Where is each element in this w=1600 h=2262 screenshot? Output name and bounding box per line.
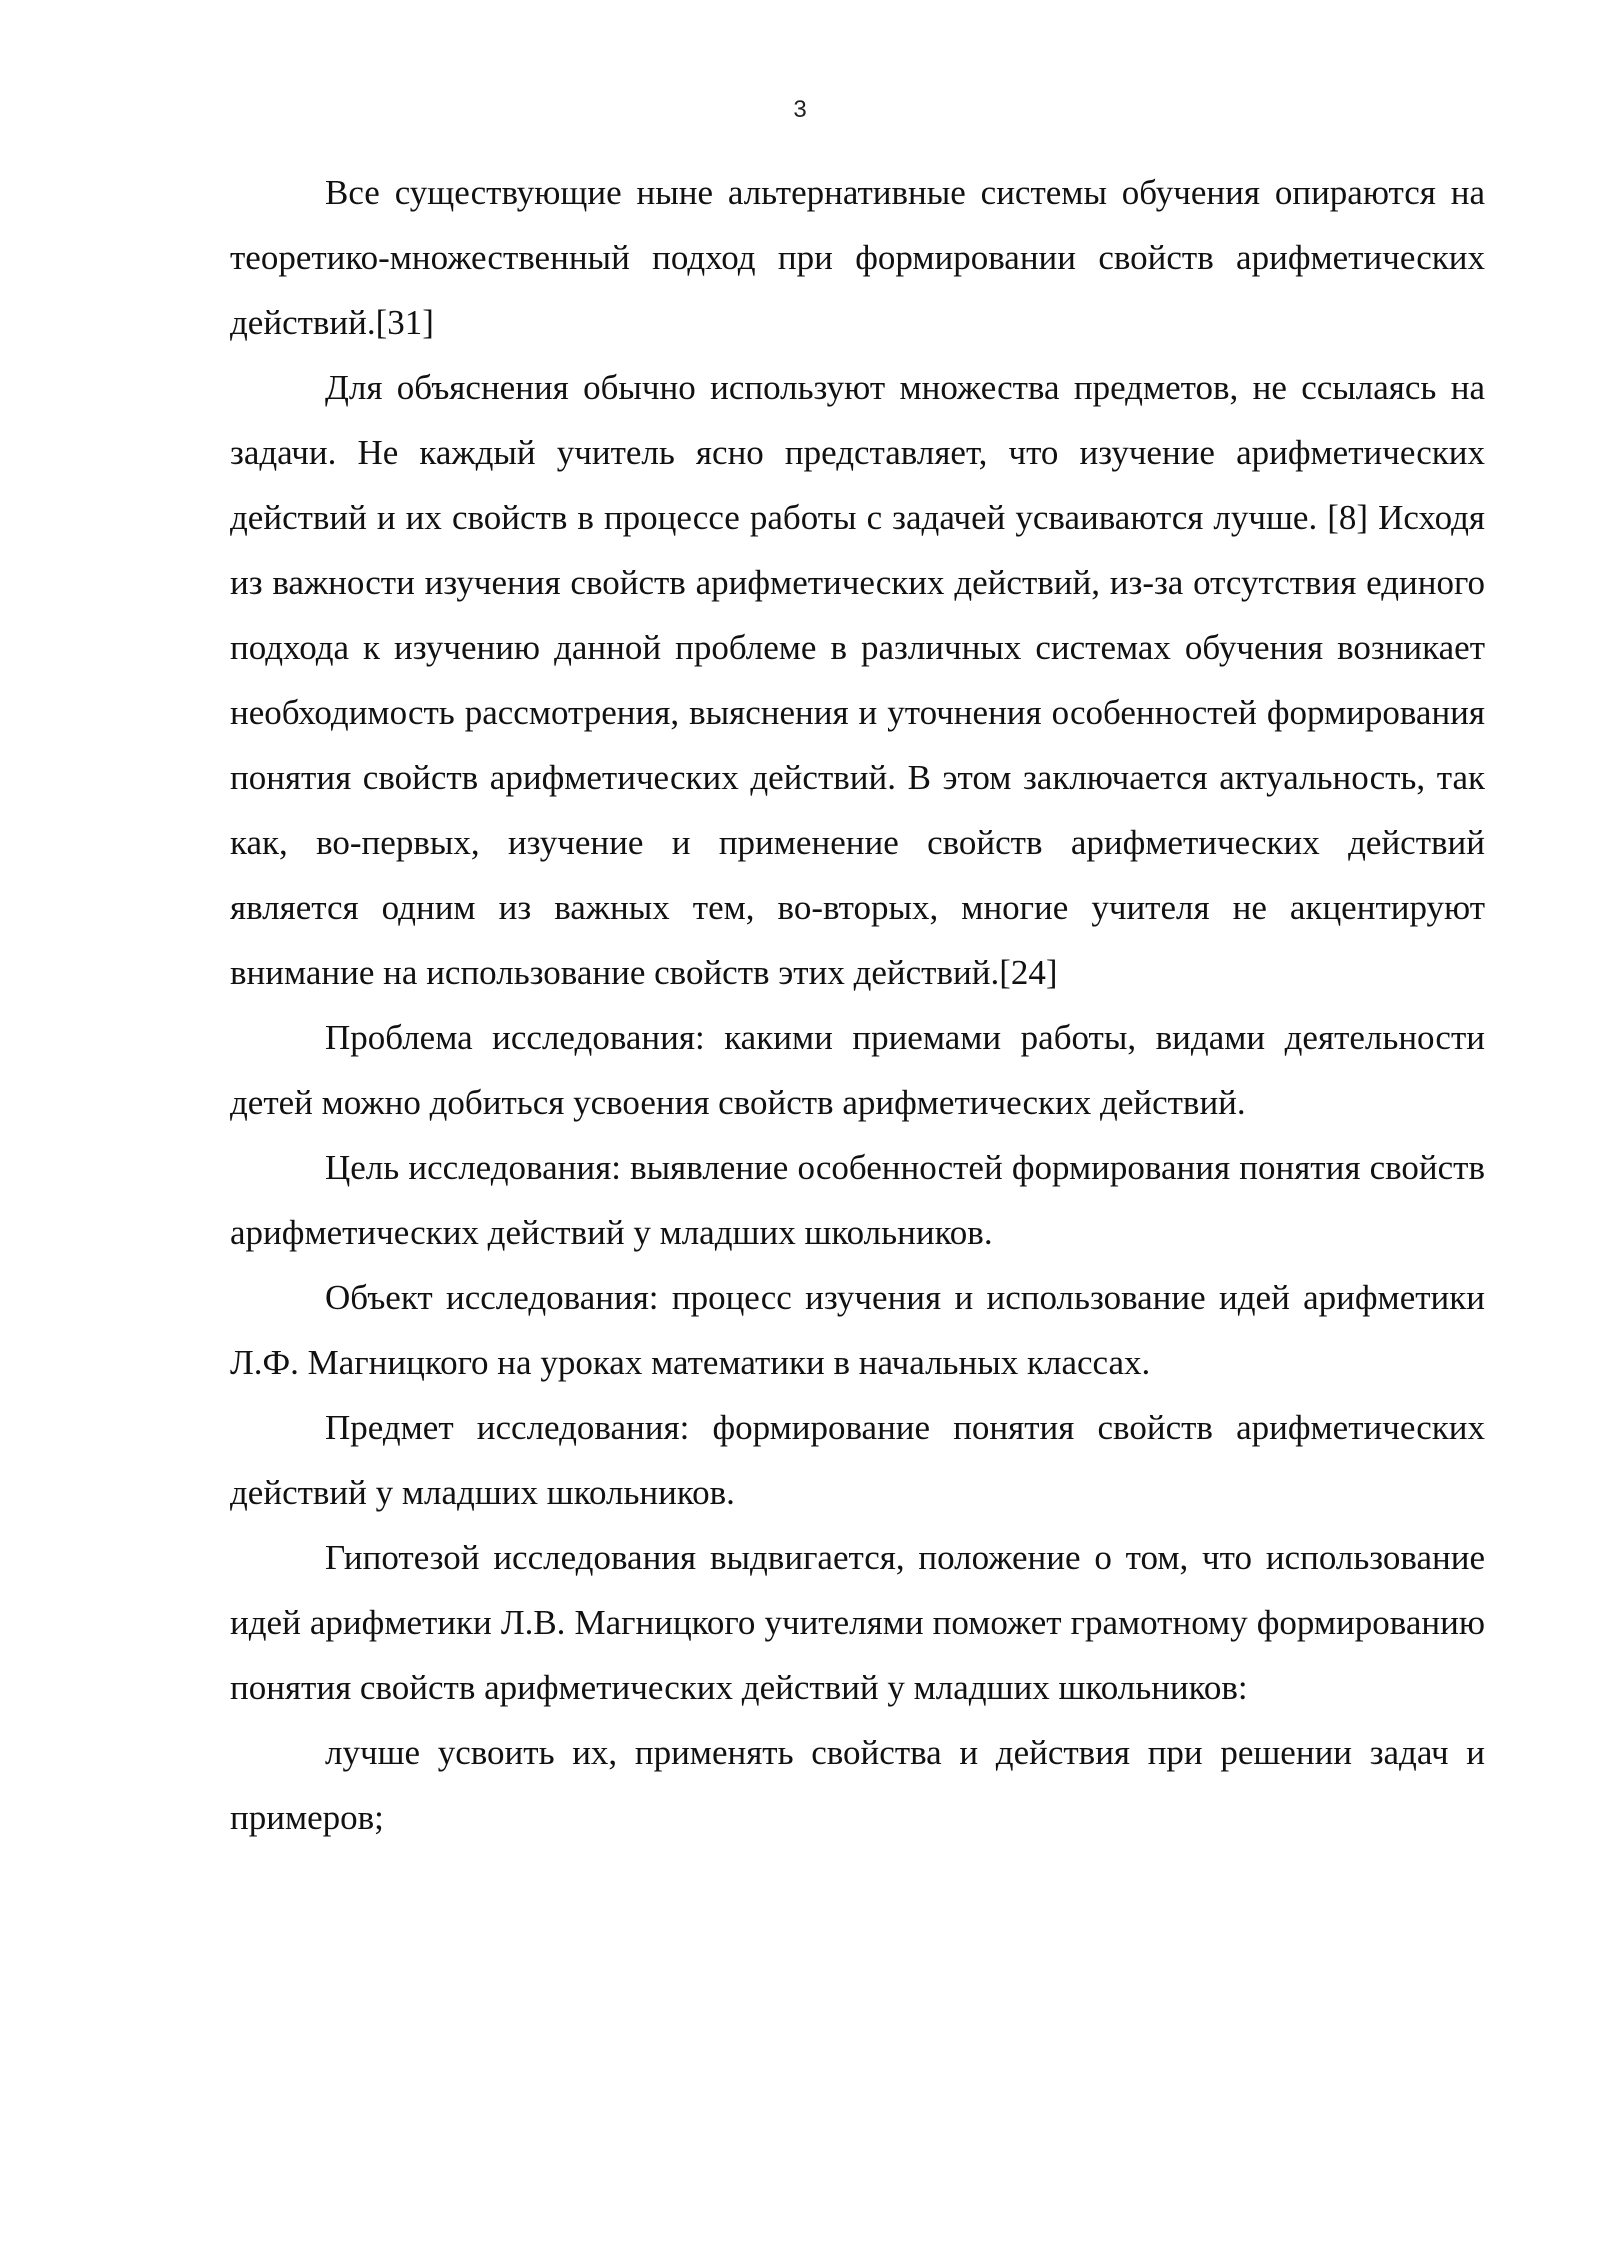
paragraph-hypothesis: Гипотезой исследования выдвигается, положение о том, что использование идей арифметики Л.В. Магницкого учителями поможет грамотному формированию понятия свойств арифметических действий у младших школьников: xyxy=(230,1538,1485,1707)
paragraph-research-problem: Проблема исследования: какими приемами работы, видами деятельности детей можно добиться усвоения свойств арифметических действий. xyxy=(230,1018,1485,1122)
paragraph-research-goal: Цель исследования: выявление особенностей формирования понятия свойств арифметических действий у младших школьников. xyxy=(230,1148,1485,1252)
paragraph-relevance: Для объяснения обычно используют множества предметов, не ссылаясь на задачи. Не каждый учитель ясно представляет, что изучение арифметических действий и их свойств в процессе работы с задачей усваиваются лучше. [8] Исходя из важности изучения свойств арифметических действий, из-за отсутствия единого подхода к изучению данной проблеме в различных системах обучения возникает необходимость рассмотрения, выяснения и уточнения особенностей формирования понятия свойств арифметических действий. В этом заключается актуальность, так как, во-первых, изучение и применение свойств арифметических действий является одним из важных тем, во-вторых, многие учителя не акцентируют внимание на использование свойств этих действий.[24] xyxy=(230,368,1485,992)
paragraph-research-object: Объект исследования: процесс изучения и использование идей арифметики Л.Ф. Магницкого на уроках математики в начальных классах. xyxy=(230,1278,1485,1382)
paragraph-alternative-systems: Все существующие ныне альтернативные системы обучения опираются на теоретико-множественный подход при формировании свойств арифметических действий.[31] xyxy=(230,173,1485,342)
paragraph-hypothesis-point: лучше усвоить их, применять свойства и действия при решении задач и примеров; xyxy=(230,1733,1485,1837)
paragraph-research-subject: Предмет исследования: формирование понятия свойств арифметических действий у младших школьников. xyxy=(230,1408,1485,1512)
document-body xyxy=(230,160,1485,1850)
page-number: 3 xyxy=(793,96,807,123)
